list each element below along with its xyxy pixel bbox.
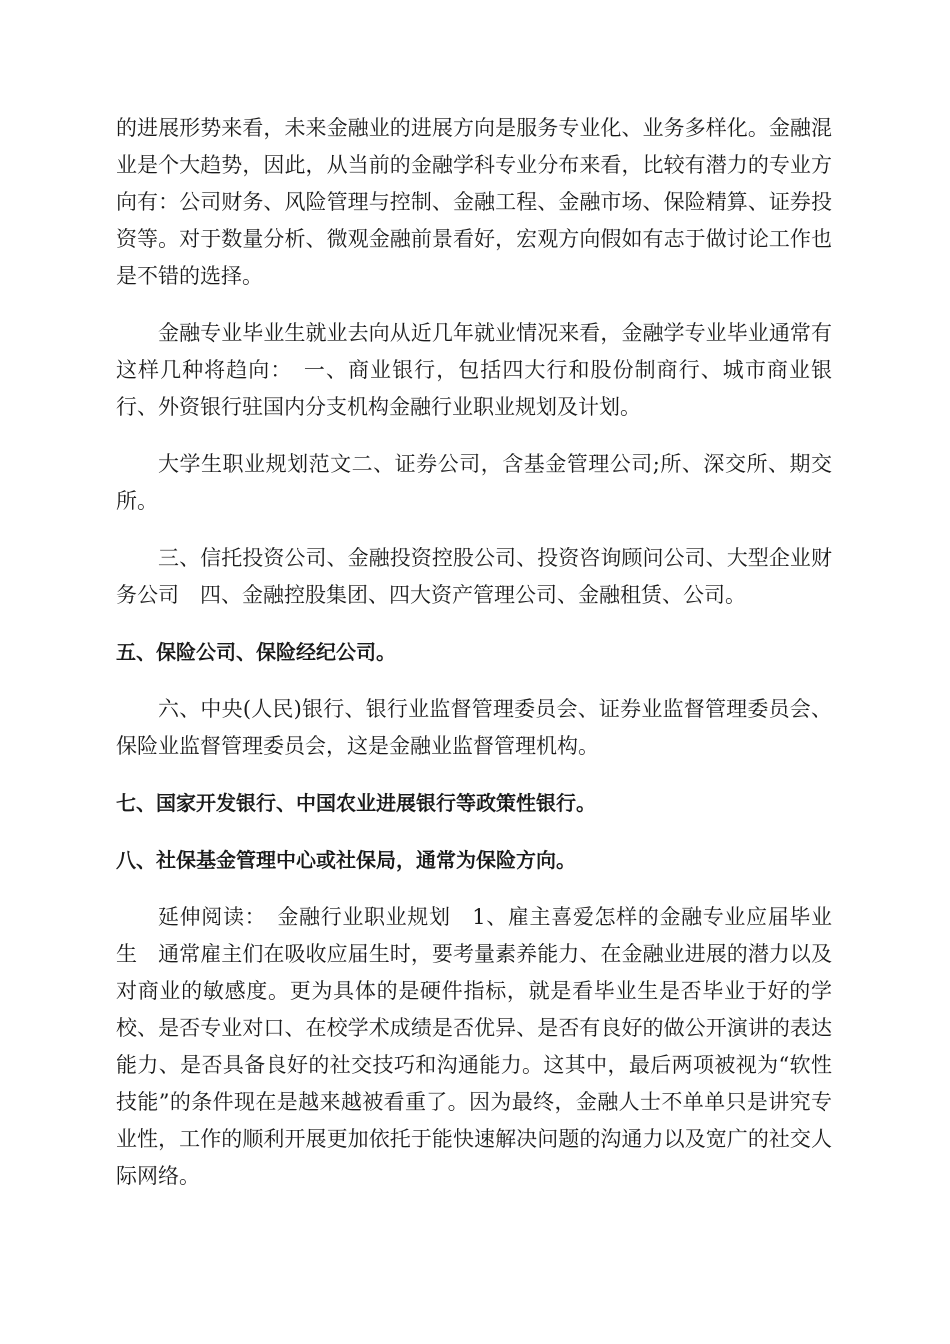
paragraph-regulatory-bodies: 六、中央(人民)银行、银行业监督管理委员会、证券业监督管理委员会、保险业监督管理委员会，这是金融业监督管理机构。 bbox=[116, 697, 832, 758]
document-body bbox=[116, 110, 832, 1215]
paragraph-securities-companies: 大学生职业规划范文二、证券公司，含基金管理公司;所、深交所、期交所。 bbox=[116, 452, 832, 513]
heading-social-security: 八、社保基金管理中心或社保局，通常为保险方向。 bbox=[116, 848, 576, 872]
paragraph-extended-reading: 延伸阅读： 金融行业职业规划 1、雇主喜爱怎样的金融专业应届毕业生 通常雇主们在吸收应届生时，要考量素养能力、在金融业进展的潜力以及对商业的敏感度。更为具体的是硬件指标，就是看毕业生是否毕业于好的学校、是否专业对口、在校学术成绩是否优异、是否有良好的做公开演讲的表达能力、是否具备良好的社交技巧和沟通能力。这其中，最后两项被视为“软性技能”的条件现在是越来越被看重了。因为最终，金融人士不单单只是讲究专业性，工作的顺利开展更加依托于能快速解决问题的沟通力以及宽广的社交人际网络。 bbox=[116, 905, 832, 1188]
heading-policy-banks: 七、国家开发银行、中国农业进展银行等政策性银行。 bbox=[116, 791, 596, 815]
heading-insurance-companies: 五、保险公司、保险经纪公司。 bbox=[116, 640, 396, 664]
paragraph-graduate-destinations: 金融专业毕业生就业去向从近几年就业情况来看，金融学专业毕业通常有这样几种将趋向： 一、商业银行，包括四大行和股份制商行、城市商业银行、外资银行驻国内分支机构金融行业职业规划及计划。 bbox=[116, 321, 832, 419]
paragraph-trust-investment: 三、信托投资公司、金融投资控股公司、投资咨询顾问公司、大型企业财务公司 四、金融控股集团、四大资产管理公司、金融租赁、公司。 bbox=[116, 546, 832, 607]
paragraph-career-directions: 的进展形势来看，未来金融业的进展方向是服务专业化、业务多样化。金融混业是个大趋势，因此，从当前的金融学科专业分布来看，比较有潜力的专业方向有：公司财务、风险管理与控制、金融工程、金融市场、保险精算、证券投资等。对于数量分析、微观金融前景看好，宏观方向假如有志于做讨论工作也是不错的选择。 bbox=[116, 116, 832, 288]
